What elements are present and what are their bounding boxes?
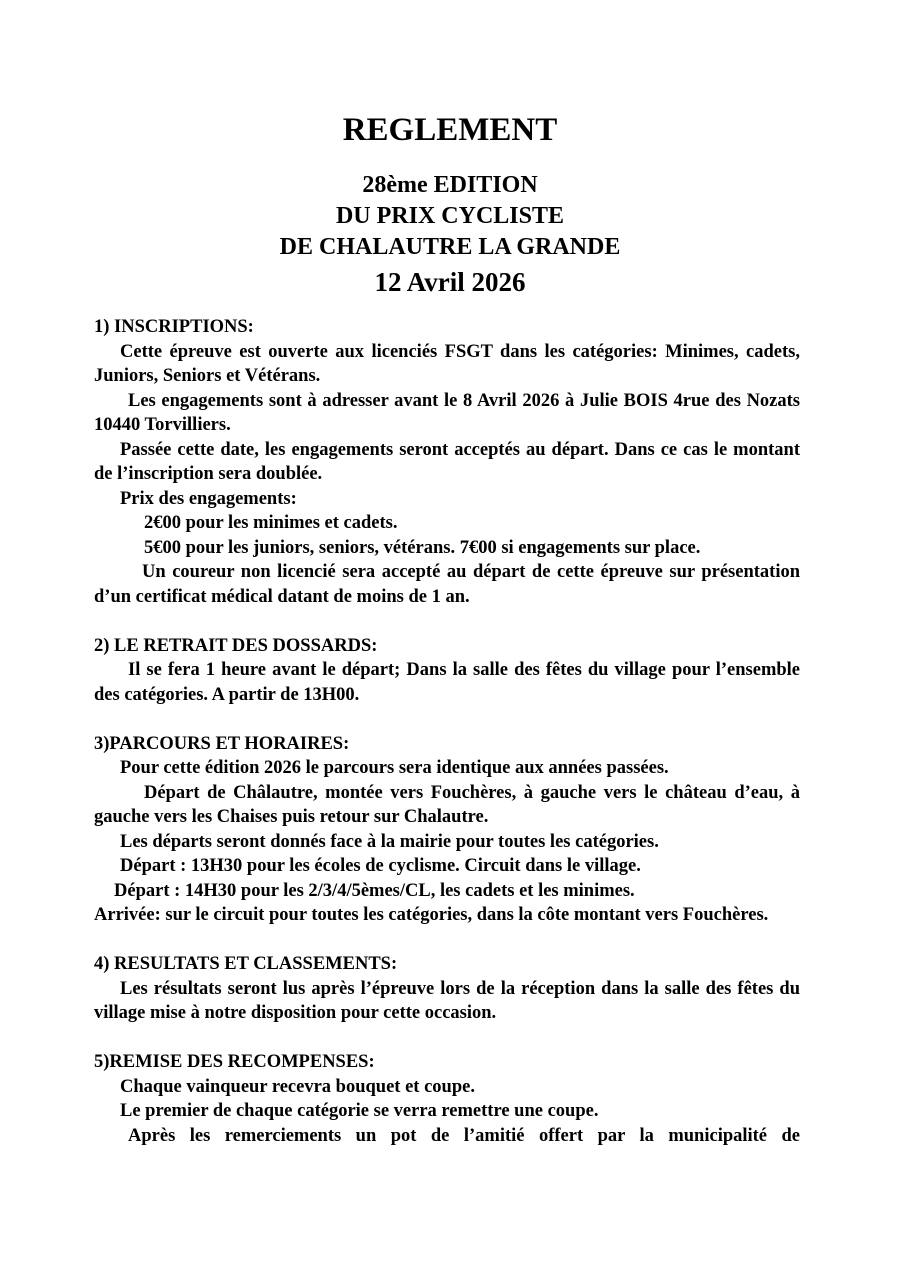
section-resultats bbox=[94, 952, 800, 1026]
paragraph: Il se fera 1 heure avant le départ; Dans la salle des fêtes du village pour l’ensemble des catégories. A partir de 13H00. bbox=[94, 660, 800, 705]
paragraph: Un coureur non licencié sera accepté au départ de cette épreuve sur présentation d’un certificat médical datant de moins de 1 an. bbox=[94, 562, 800, 607]
paragraph: Les engagements sont à adresser avant le 8 Avril 2026 à Julie BOIS 4rue des Nozats 10440 Torvilliers. bbox=[94, 390, 800, 435]
paragraph: Chaque vainqueur recevra bouquet et coupe. bbox=[120, 1076, 475, 1097]
paragraph: Le premier de chaque catégorie se verra remettre une coupe. bbox=[120, 1101, 599, 1121]
event-line: DU PRIX CYCLISTE bbox=[335, 203, 565, 229]
section-heading: 5)REMISE DES RECOMPENSES: bbox=[94, 1052, 375, 1072]
schedule-line: Départ : 13H30 pour les écoles de cyclisme. Circuit dans le village. bbox=[120, 856, 641, 876]
event-header bbox=[0, 170, 900, 299]
paragraph: Pour cette édition 2026 le parcours sera identique aux années passées. bbox=[120, 758, 669, 778]
paragraph: Les résultats seront lus après l’épreuve lors de la réception dans la salle des fêtes du village mise à notre disposition pour cette occasion. bbox=[94, 978, 800, 1023]
edition-line: 28ème EDITION bbox=[362, 172, 538, 198]
location-line: DE CHALAUTRE LA GRANDE bbox=[279, 234, 621, 260]
section-heading: 1) INSCRIPTIONS: bbox=[94, 317, 254, 337]
rules-body bbox=[94, 315, 800, 1173]
section-inscriptions bbox=[94, 315, 800, 609]
section-heading: 2) LE RETRAIT DES DOSSARDS: bbox=[94, 635, 378, 656]
section-dossards bbox=[94, 634, 800, 708]
section-heading: 4) RESULTATS ET CLASSEMENTS: bbox=[94, 954, 398, 974]
paragraph: Après les remerciements un pot de l’amitié offert par la municipalité de bbox=[128, 1125, 800, 1146]
section-heading: 3)PARCOURS ET HORAIRES: bbox=[94, 733, 350, 754]
paragraph: Passée cette date, les engagements seront acceptés au départ. Dans ce cas le montant de l’inscription sera doublée. bbox=[94, 439, 800, 484]
section-parcours bbox=[94, 732, 800, 928]
paragraph: Arrivée: sur le circuit pour toutes les catégories, dans la côte montant vers Fouchères. bbox=[94, 905, 769, 925]
page-title: REGLEMENT bbox=[342, 112, 558, 148]
schedule-line: Départ : 14H30 pour les 2/3/4/5èmes/CL, les cadets et les minimes. bbox=[114, 880, 635, 901]
paragraph: Cette épreuve est ouverte aux licenciés FSGT dans les catégories: Minimes, cadets, Juniors, Seniors et Vétérans. bbox=[94, 341, 800, 386]
paragraph: Prix des engagements: bbox=[120, 488, 297, 509]
event-date: 12 Avril 2026 bbox=[374, 267, 526, 297]
price-line: 5€00 pour les juniors, seniors, vétérans. 7€00 si engagements sur place. bbox=[144, 537, 701, 558]
section-recompenses bbox=[94, 1050, 800, 1148]
price-line: 2€00 pour les minimes et cadets. bbox=[144, 513, 398, 533]
paragraph: Les départs seront donnés face à la mairie pour toutes les catégories. bbox=[120, 831, 659, 852]
paragraph: Départ de Châlautre, montée vers Fouchères, à gauche vers le château d’eau, à gauche vers les Chaises puis retour sur Chalautre. bbox=[94, 782, 800, 827]
